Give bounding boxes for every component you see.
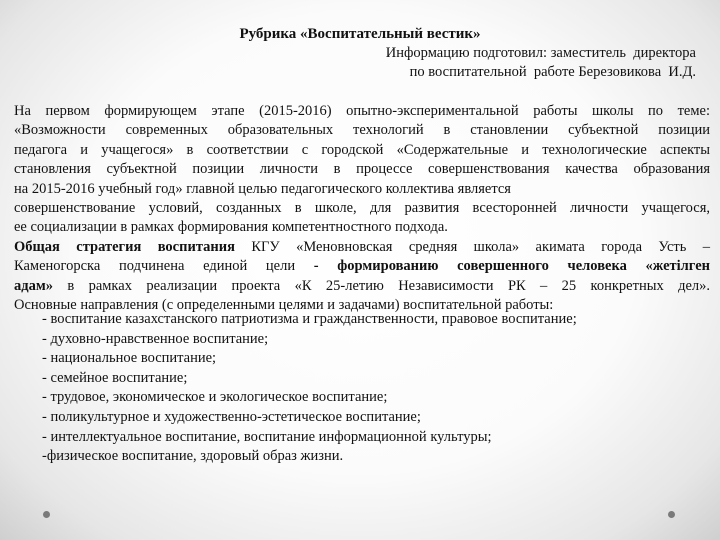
decorative-dot-right xyxy=(668,511,675,518)
paragraph-line: «Возможности современных образовательных технологий в становлении субъектной позиции xyxy=(14,122,710,139)
strategy-text: Каменогорска подчинена единой цели xyxy=(14,258,314,275)
author-line-2: по воспитательной работе Березовикова И.Д. xyxy=(409,64,696,80)
paragraph-line: педагога и учащегося» в соответствии с городской «Содержательные и технологические аспекты xyxy=(14,141,710,158)
strategy-goal-kz: адам» xyxy=(14,277,53,294)
rubric-title: Рубрика «Воспитательный вестик» xyxy=(239,26,481,42)
paragraph-line: на 2015-2016 учебный год» главной целью педагогического коллектива является xyxy=(14,180,511,197)
strategy-heading: Общая стратегия воспитания xyxy=(14,238,235,255)
list-item: -физическое воспитание, здоровый образ жизни. xyxy=(42,448,344,465)
list-item: - трудовое, экономическое и экологическое воспитание; xyxy=(42,389,388,406)
paragraph-line: становления субъектной позиции личности в процессе совершенствования качества образования xyxy=(14,161,710,178)
author-line-1: Информацию подготовил: заместитель директора xyxy=(385,45,696,61)
list-item: - поликультурное и художественно-эстетическое воспитание; xyxy=(42,408,421,425)
paragraph-line: совершенствование условий, созданных в школе, для развития всесторонней личности учащегося, xyxy=(14,200,710,217)
strategy-line-1 xyxy=(14,238,710,257)
list-item: - воспитание казахстанского патриотизма и гражданственности, правовое воспитание; xyxy=(42,311,577,327)
strategy-text: в рамках реализации проекта «К 25-летию Независимости РК – 25 конкретных дел». xyxy=(52,277,710,294)
author-info xyxy=(386,44,696,82)
list-item: - семейное воспитание; xyxy=(42,369,188,386)
paragraph-line: На первом формирующем этапе (2015-2016) опытно-экспериментальной работы школы по теме: xyxy=(14,103,710,119)
strategy-line-3 xyxy=(14,277,710,296)
strategy-goal: - формированию совершенного человека «жетілген xyxy=(313,258,710,275)
list-item: - интеллектуальное воспитание, воспитание информационной культуры; xyxy=(42,428,492,445)
strategy-line-4: Основные направления (с определенными целями и задачами) воспитательной работы: xyxy=(14,297,554,314)
decorative-dot-left xyxy=(43,511,50,518)
list-item: - духовно-нравственное воспитание; xyxy=(42,330,269,347)
strategy-text: КГУ «Меновновская средняя школа» акимата города Усть – xyxy=(234,238,710,255)
strategy-line-2 xyxy=(14,257,710,276)
main-text xyxy=(14,102,710,315)
directions-list xyxy=(42,310,577,467)
list-item: - национальное воспитание; xyxy=(42,350,217,367)
paragraph-line: ее социализации в рамках формирования компетентностного подхода. xyxy=(14,219,448,236)
